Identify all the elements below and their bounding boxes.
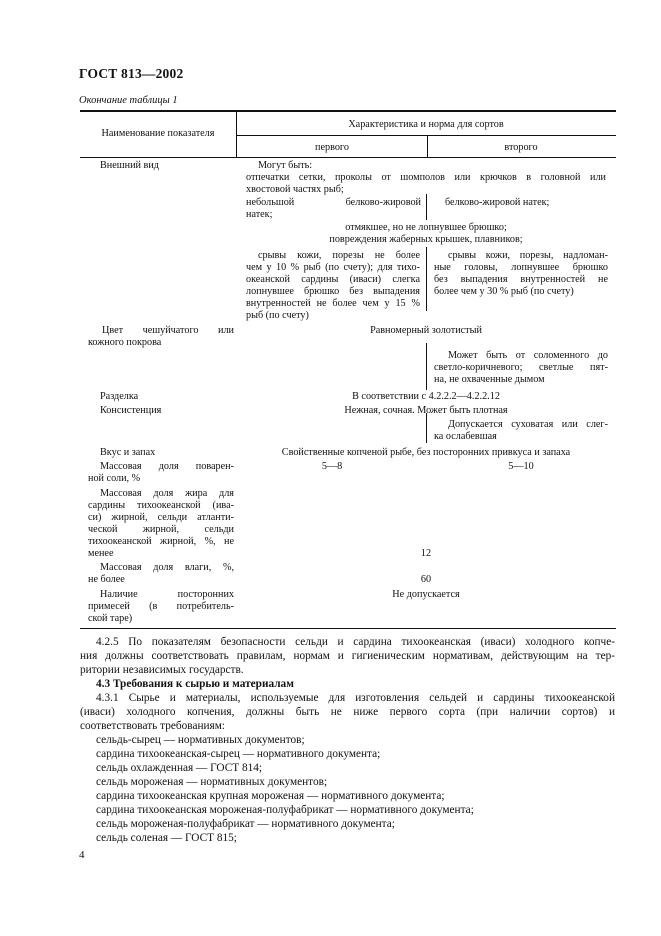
row-name-appearance: Внешний вид: [100, 160, 159, 171]
row-name-impurities-line2: примесей (в потребитель-: [88, 601, 234, 612]
appearance-second4-line2: ные головы, лопнувшее брюшко: [434, 262, 608, 273]
row-name-color-line2: кожного покрова: [88, 337, 162, 348]
consistency-second-line1: Допускается суховатая или слег-: [448, 419, 608, 430]
appearance-second-line1: белково-жировой натек;: [445, 197, 550, 208]
row-name-color-line1: Цвет чешуйчатого или: [102, 325, 234, 336]
appearance-first4-line4: лопнувшее брюшко без выпадения: [246, 286, 420, 297]
row-name-fat-line6: менее: [88, 548, 114, 559]
header-first-grade: первого: [315, 142, 349, 153]
appearance-both2-line1: отмякшее, но не лопнувшее брюшко;: [345, 222, 507, 233]
appearance-both-line3: хвостовой частях рыб;: [246, 184, 344, 195]
consistency-both: Нежная, сочная. Может быть плотная: [344, 405, 508, 416]
para-4-2-5-line1: 4.2.5 По показателям безопасности сельди и сардина тихоокеанская (иваси) холодного копче-: [96, 636, 615, 648]
row-name-fat-line2: сардины тихоокеанской (ива-: [88, 500, 234, 511]
salt-second: 5—10: [508, 461, 534, 472]
table-caption: Окончание таблицы 1: [79, 95, 178, 106]
list-item: сельдь мороженая — нормативных документов;: [96, 776, 328, 788]
row-name-fat-line5: тихоокеанской жирной, %, не: [88, 536, 234, 547]
appearance-both2-line2: повреждения жаберных крышек, плавников;: [329, 234, 523, 245]
impurities-both: Не допускается: [392, 589, 460, 600]
list-item: сельдь соленая — ГОСТ 815;: [96, 832, 237, 844]
appearance-first4-line2: чем у 10 % рыб (по счету); для тихо-: [246, 262, 420, 273]
row-name-fat-line3: си) жирной, сельди атланти-: [88, 512, 234, 523]
row-name-salt-line1: Массовая доля поварен-: [100, 461, 234, 472]
appearance-first4-line5: внутренностей не более чем у 15 %: [246, 298, 420, 309]
list-item: сардина тихоокеанская мороженая-полуфабрикат — нормативного документа;: [96, 804, 474, 816]
para-4-2-5-line2: ния должны соответствовать правилам, нормам и гигиеническим нормативам, действующим на тер-: [80, 650, 615, 662]
appearance-first-line1: небольшой белково-жировой: [246, 197, 421, 208]
header-second-grade: второго: [504, 142, 538, 153]
consistency-second-line2: ка ослабевшая: [434, 431, 497, 442]
document-title: ГОСТ 813—2002: [79, 66, 184, 81]
para-4-3-1-line2: (иваси) холодного копчения, должны быть не ниже первого сорта (при наличии сортов) и: [80, 706, 615, 718]
list-item: сардина тихоокеанская-сырец — нормативного документа;: [96, 748, 381, 760]
color-second-line1: Может быть от соломенного до: [448, 350, 608, 361]
color-second-line2: светло-коричневого; светлые пят-: [434, 362, 608, 373]
appearance-first4-line6: рыб (по счету): [246, 310, 309, 321]
row-name-salt-line2: ной соли, %: [88, 473, 141, 484]
para-4-3-1-line1: 4.3.1 Сырье и материалы, используемые для изготовления сельдей и сардины тихоокеанской: [96, 692, 615, 704]
appearance-second4-line4: более чем у 30 % рыб (по счету): [434, 286, 574, 297]
page-number: 4: [79, 849, 85, 861]
appearance-first4-line3: океанской сардины (иваси) слегка: [246, 274, 420, 285]
section-heading-4-3: 4.3 Требования к сырью и материалам: [96, 678, 294, 690]
row-name-cutting: Разделка: [100, 391, 139, 402]
moisture-both: 60: [420, 574, 432, 585]
list-item: сельдь охлажденная — ГОСТ 814;: [96, 762, 263, 774]
appearance-second4-line3: без выпадения внутренностей не: [434, 274, 608, 285]
appearance-first4-line1: срывы кожи, порезы не более: [258, 250, 420, 261]
header-grade-group: Характеристика и норма для сортов: [348, 119, 504, 130]
appearance-both-line2: отпечатки сетки, проколы от шомполов или крючков в головной или: [246, 172, 606, 183]
row-name-impurities-line1: Наличие посторонних: [100, 589, 234, 600]
row-name-moisture-line2: не более: [88, 574, 125, 585]
fat-both: 12: [420, 548, 432, 559]
list-item: сардина тихоокеанская крупная мороженая — нормативного документа;: [96, 790, 445, 802]
color-both: Равномерный золотистый: [370, 325, 482, 336]
row-name-fat-line1: Массовая доля жира для: [100, 488, 234, 499]
row-name-fat-line4: ческой жирной, сельди: [88, 524, 234, 535]
para-4-2-5-line3: ритории независимых государств.: [80, 664, 244, 676]
appearance-second4-line1: срывы кожи, порезы, надломан-: [448, 250, 608, 261]
list-item: сельдь мороженая-полуфабрикат — нормативного документа;: [96, 818, 395, 830]
list-item: сельдь-сырец — нормативных документов;: [96, 734, 305, 746]
color-second-line3: на, не охваченные дымом: [434, 374, 545, 385]
row-name-taste: Вкус и запах: [100, 447, 156, 458]
cutting-both: В соответствии с 4.2.2.2—4.2.2.12: [352, 391, 500, 402]
salt-first: 5—8: [321, 461, 343, 472]
para-4-3-1-line3: соответствовать требованиям:: [80, 720, 226, 732]
row-name-impurities-line3: ской таре): [88, 613, 133, 624]
taste-both: Свойственные копченой рыбе, без посторонних привкуса и запаха: [281, 447, 571, 458]
row-name-moisture-line1: Массовая доля влаги, %,: [100, 562, 234, 573]
appearance-first-line2: натек;: [246, 209, 273, 220]
header-indicator-name: Наименование показателя: [101, 128, 215, 139]
appearance-both-line1: Могут быть:: [258, 160, 313, 171]
row-name-consistency: Консистенция: [100, 405, 162, 416]
